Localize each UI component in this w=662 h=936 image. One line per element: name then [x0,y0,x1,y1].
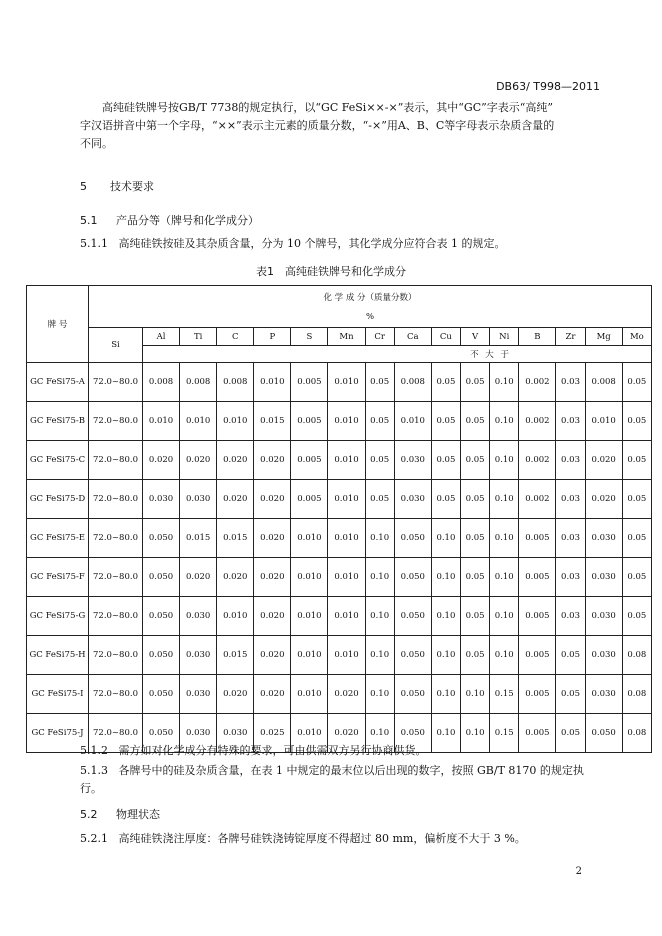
grade-cell: GC FeSi75-H [27,636,89,675]
value-cell: 0.030 [585,675,622,714]
value-cell: 0.010 [254,363,291,402]
value-cell: 0.10 [490,636,519,675]
value-cell: 0.050 [394,675,431,714]
grade-cell: GC FeSi75-J [27,714,89,753]
value-cell: 0.020 [254,597,291,636]
value-cell: 0.020 [217,675,254,714]
value-cell: 0.005 [519,714,556,753]
value-cell: 0.030 [585,636,622,675]
value-cell: 0.005 [291,441,328,480]
value-cell: 0.10 [490,402,519,441]
value-cell: 0.05 [461,441,490,480]
value-cell: 0.010 [328,402,365,441]
value-cell: 0.05 [622,441,651,480]
value-cell: 0.010 [328,597,365,636]
value-cell: 0.10 [365,597,394,636]
clause-number: 5.1.2 [80,744,108,757]
value-cell: 0.05 [556,714,585,753]
value-cell: 0.05 [556,675,585,714]
section-5-1-heading [80,212,259,228]
value-cell: 0.15 [490,714,519,753]
value-cell: 0.010 [291,519,328,558]
value-cell: 0.05 [365,402,394,441]
value-cell: 0.050 [394,597,431,636]
value-cell: 0.015 [217,636,254,675]
value-cell: 0.05 [622,558,651,597]
element-header: P [254,328,291,346]
value-cell: 0.03 [556,402,585,441]
value-cell: 0.10 [365,675,394,714]
value-cell: 0.05 [431,441,460,480]
value-cell: 0.020 [254,441,291,480]
value-cell: 0.015 [180,519,217,558]
value-cell: 0.020 [254,480,291,519]
si-cell: 72.0~80.0 [89,675,143,714]
si-cell: 72.0~80.0 [89,519,143,558]
clause-text: 需方如对化学成分有特殊的要求，可由供需双方另行协商供货。 [118,744,427,757]
value-cell: 0.05 [431,402,460,441]
value-cell: 0.005 [519,519,556,558]
value-cell: 0.020 [585,480,622,519]
value-cell: 0.010 [143,402,180,441]
table-row [27,519,652,558]
value-cell: 0.005 [519,636,556,675]
value-cell: 0.010 [291,675,328,714]
value-cell: 0.030 [394,441,431,480]
value-cell: 0.030 [217,714,254,753]
value-cell: 0.010 [328,441,365,480]
table-row [27,402,652,441]
value-cell: 0.030 [394,480,431,519]
value-cell: 0.10 [490,519,519,558]
grade-cell: GC FeSi75-C [27,441,89,480]
value-cell: 0.015 [217,519,254,558]
page-number: 2 [575,866,582,877]
si-cell: 72.0~80.0 [89,363,143,402]
value-cell: 0.10 [490,480,519,519]
clause-5-2-1 [80,830,594,848]
value-cell: 0.050 [394,714,431,753]
unit-header: % [89,308,652,328]
value-cell: 0.05 [431,480,460,519]
si-cell: 72.0~80.0 [89,480,143,519]
value-cell: 0.05 [461,402,490,441]
grade-cell: GC FeSi75-E [27,519,89,558]
value-cell: 0.08 [622,675,651,714]
intro-line-1: 高纯硅铁牌号按GB/T 7738的规定执行，以“GC FeSi××-×”表示，其中“GC”字表示“高纯” [102,101,554,114]
value-cell: 0.008 [217,363,254,402]
table-row [27,636,652,675]
value-cell: 0.008 [180,363,217,402]
value-cell: 0.15 [490,675,519,714]
value-cell: 0.05 [556,636,585,675]
clause-number: 5.1.1 [80,237,108,250]
value-cell: 0.10 [431,519,460,558]
value-cell: 0.030 [180,597,217,636]
value-cell: 0.10 [431,714,460,753]
si-cell: 72.0~80.0 [89,402,143,441]
grade-header: 牌 号 [27,286,89,363]
element-header: Ni [490,328,519,346]
value-cell: 0.05 [461,363,490,402]
clause-number: 5.2.1 [80,832,108,845]
value-cell: 0.008 [143,363,180,402]
element-header: Mn [328,328,365,346]
element-header: Mo [622,328,651,346]
table-caption: 表1 高纯硅铁牌号和化学成分 [256,265,406,278]
value-cell: 0.010 [217,597,254,636]
value-cell: 0.002 [519,363,556,402]
value-cell: 0.05 [365,363,394,402]
value-cell: 0.05 [622,519,651,558]
value-cell: 0.05 [365,480,394,519]
element-header: B [519,328,556,346]
value-cell: 0.05 [461,519,490,558]
value-cell: 0.10 [431,636,460,675]
element-header: Ti [180,328,217,346]
value-cell: 0.010 [291,558,328,597]
value-cell: 0.020 [143,441,180,480]
value-cell: 0.015 [254,402,291,441]
value-cell: 0.010 [291,597,328,636]
value-cell: 0.05 [461,480,490,519]
value-cell: 0.050 [585,714,622,753]
clause-text: 各牌号中的硅及杂质含量，在表 1 中规定的最末位以后出现的数字，按照 GB/T 8170 的规定执 [118,764,584,777]
value-cell: 0.020 [254,636,291,675]
table-row [27,597,652,636]
table-row [27,480,652,519]
value-cell: 0.010 [328,558,365,597]
value-cell: 0.020 [254,519,291,558]
table-row [27,441,652,480]
element-header: Al [143,328,180,346]
value-cell: 0.020 [217,480,254,519]
value-cell: 0.10 [490,363,519,402]
clause-5-1-3 [80,762,594,798]
table-row [27,558,652,597]
element-header: Zr [556,328,585,346]
value-cell: 0.03 [556,519,585,558]
value-cell: 0.010 [217,402,254,441]
value-cell: 0.05 [461,636,490,675]
intro-line-3: 不同。 [80,137,113,150]
value-cell: 0.010 [328,636,365,675]
value-cell: 0.03 [556,558,585,597]
si-cell: 72.0~80.0 [89,597,143,636]
value-cell: 0.030 [143,480,180,519]
clause-5-1-2 [80,742,594,760]
value-cell: 0.020 [328,675,365,714]
value-cell: 0.05 [431,363,460,402]
value-cell: 0.05 [622,363,651,402]
value-cell: 0.10 [365,558,394,597]
value-cell: 0.005 [519,597,556,636]
value-cell: 0.002 [519,480,556,519]
element-header: Mg [585,328,622,346]
intro-paragraph [80,99,594,153]
value-cell: 0.050 [394,558,431,597]
value-cell: 0.020 [217,558,254,597]
value-cell: 0.010 [394,402,431,441]
value-cell: 0.005 [291,363,328,402]
element-header: Cu [431,328,460,346]
value-cell: 0.050 [143,558,180,597]
value-cell: 0.030 [180,714,217,753]
value-cell: 0.10 [490,597,519,636]
value-cell: 0.10 [365,636,394,675]
element-header: S [291,328,328,346]
value-cell: 0.05 [622,402,651,441]
value-cell: 0.030 [180,636,217,675]
value-cell: 0.05 [622,597,651,636]
value-cell: 0.030 [180,675,217,714]
value-cell: 0.050 [143,714,180,753]
section-number: 5.1 [80,214,98,227]
grade-cell: GC FeSi75-B [27,402,89,441]
element-header: Ca [394,328,431,346]
si-cell: 72.0~80.0 [89,441,143,480]
value-cell: 0.050 [143,675,180,714]
value-cell: 0.030 [585,558,622,597]
grade-cell: GC FeSi75-G [27,597,89,636]
value-cell: 0.10 [461,675,490,714]
value-cell: 0.010 [180,402,217,441]
value-cell: 0.020 [585,441,622,480]
element-header: Cr [365,328,394,346]
value-cell: 0.002 [519,441,556,480]
value-cell: 0.05 [461,558,490,597]
value-cell: 0.10 [431,558,460,597]
value-cell: 0.10 [461,714,490,753]
value-cell: 0.05 [622,480,651,519]
section-5-2-heading [80,806,160,822]
table-row [27,675,652,714]
value-cell: 0.10 [365,519,394,558]
value-cell: 0.030 [180,480,217,519]
limit-header: 不 大 于 [143,346,652,363]
value-cell: 0.050 [143,519,180,558]
value-cell: 0.002 [519,402,556,441]
value-cell: 0.05 [461,597,490,636]
si-cell: 72.0~80.0 [89,714,143,753]
value-cell: 0.03 [556,597,585,636]
value-cell: 0.010 [328,519,365,558]
value-cell: 0.05 [365,441,394,480]
value-cell: 0.008 [394,363,431,402]
grade-cell: GC FeSi75-I [27,675,89,714]
value-cell: 0.10 [431,675,460,714]
section-number: 5.2 [80,808,98,821]
composition-header: 化 学 成 分（质量分数） [89,286,652,308]
grade-cell: GC FeSi75-F [27,558,89,597]
intro-line-2: 字汉语拼音中第一个字母，“××”表示主元素的质量分数，“-×”用A、B、C等字母表示杂质含量的 [80,119,555,132]
value-cell: 0.03 [556,441,585,480]
value-cell: 0.050 [143,597,180,636]
value-cell: 0.020 [254,675,291,714]
value-cell: 0.010 [585,402,622,441]
value-cell: 0.020 [328,714,365,753]
value-cell: 0.10 [490,558,519,597]
section-title: 技术要求 [110,180,154,193]
value-cell: 0.10 [490,441,519,480]
si-header: Si [89,328,143,363]
value-cell: 0.08 [622,636,651,675]
value-cell: 0.03 [556,480,585,519]
clause-text: 高纯硅铁按硅及其杂质含量，分为 10 个牌号，其化学成分应符合表 1 的规定。 [118,237,506,250]
si-cell: 72.0~80.0 [89,558,143,597]
value-cell: 0.03 [556,363,585,402]
element-header: V [461,328,490,346]
table-row [27,363,652,402]
value-cell: 0.050 [394,636,431,675]
value-cell: 0.030 [585,519,622,558]
value-cell: 0.010 [291,714,328,753]
value-cell: 0.005 [519,675,556,714]
section-title: 物理状态 [116,808,160,821]
section-5-heading [80,178,154,194]
composition-table [26,285,652,753]
si-cell: 72.0~80.0 [89,636,143,675]
value-cell: 0.020 [217,441,254,480]
grade-cell: GC FeSi75-D [27,480,89,519]
value-cell: 0.020 [180,558,217,597]
element-header: C [217,328,254,346]
value-cell: 0.020 [254,558,291,597]
value-cell: 0.030 [585,597,622,636]
section-title: 产品分等（牌号和化学成分） [116,214,259,227]
clause-number: 5.1.3 [80,764,108,777]
document-code: DB63/ T998—2011 [496,80,600,93]
value-cell: 0.005 [291,402,328,441]
value-cell: 0.020 [180,441,217,480]
section-number: 5 [80,180,87,193]
value-cell: 0.010 [291,636,328,675]
value-cell: 0.025 [254,714,291,753]
value-cell: 0.010 [328,363,365,402]
clause-5-1-1 [80,235,594,253]
value-cell: 0.005 [519,558,556,597]
value-cell: 0.10 [431,597,460,636]
value-cell: 0.10 [365,714,394,753]
grade-cell: GC FeSi75-A [27,363,89,402]
clause-text: 高纯硅铁浇注厚度：各牌号硅铁浇铸锭厚度不得超过 80 mm，偏析度不大于 3 %。 [118,832,526,845]
value-cell: 0.050 [394,519,431,558]
value-cell: 0.08 [622,714,651,753]
value-cell: 0.008 [585,363,622,402]
value-cell: 0.050 [143,636,180,675]
value-cell: 0.010 [328,480,365,519]
clause-text-continuation: 行。 [80,782,102,795]
value-cell: 0.005 [291,480,328,519]
